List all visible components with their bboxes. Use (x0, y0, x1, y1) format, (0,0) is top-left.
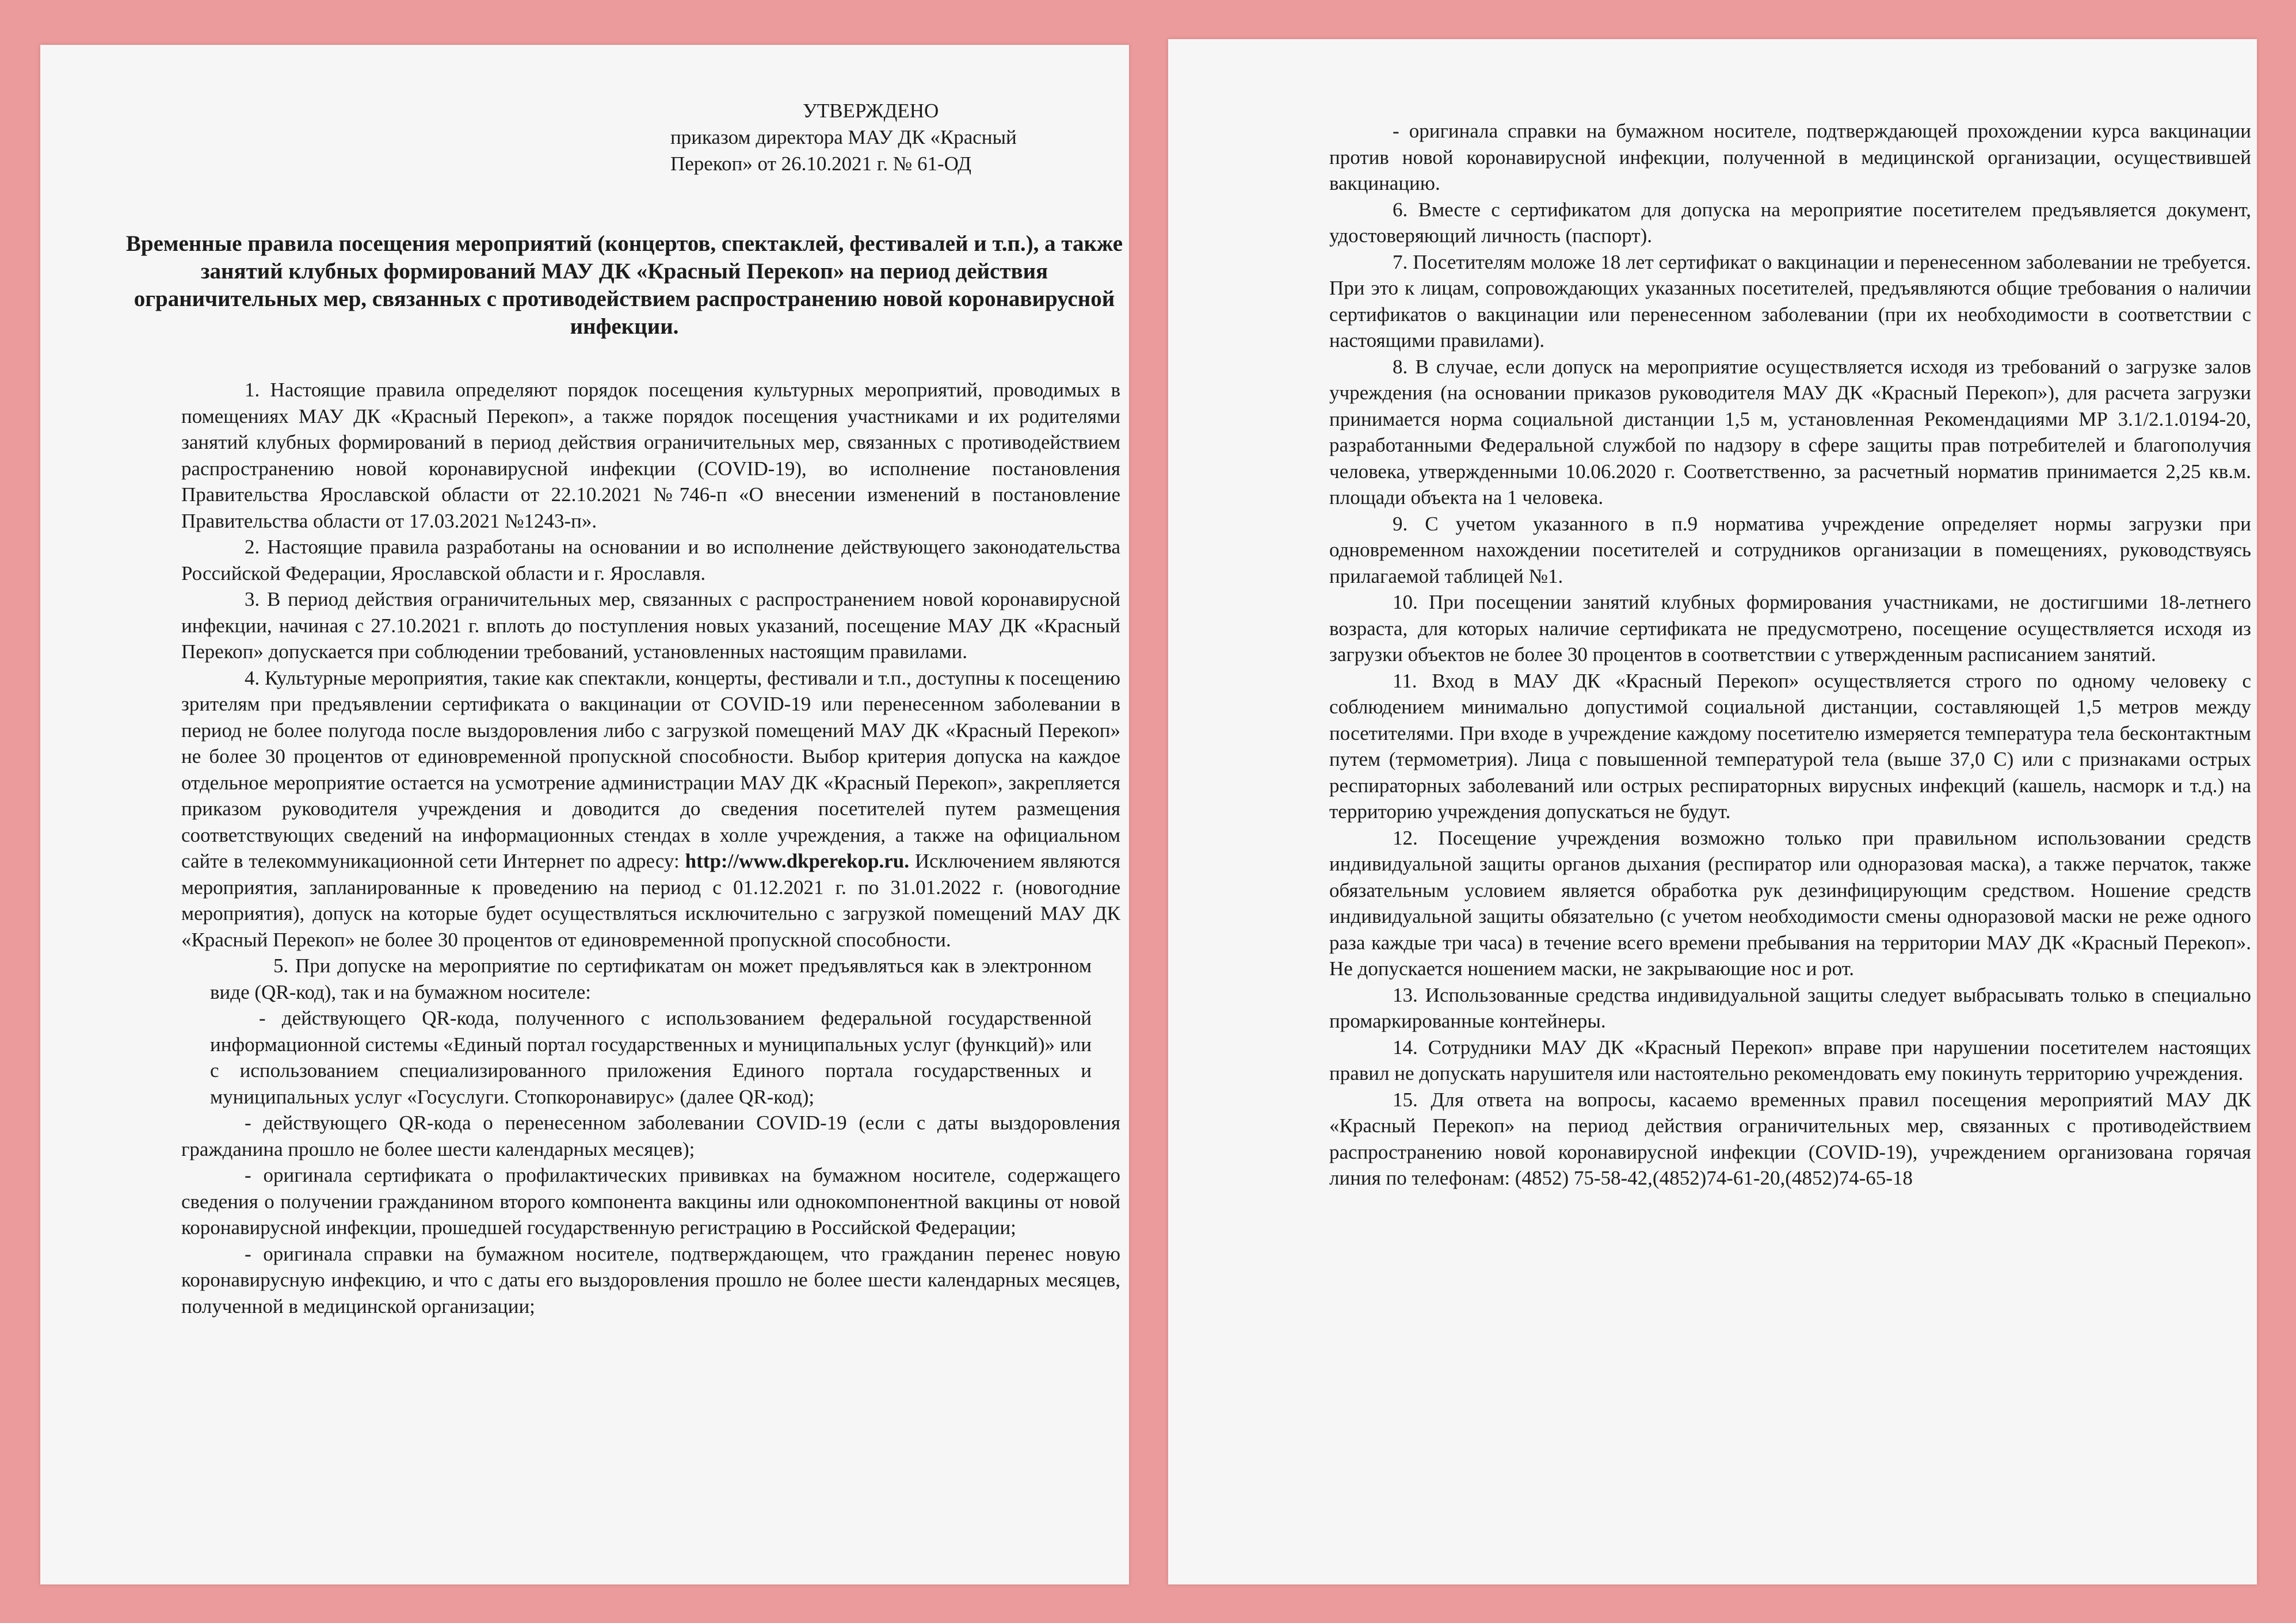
right-page-body (1329, 118, 2251, 1192)
approval-title: УТВЕРЖДЕНО (803, 100, 939, 122)
paragraph-10: 10. При посещении занятий клубных формирования участниками, не достигшими 18-летнего возраста, для которых наличие сертификата не предусмотрено, посещение осуществляется исходя из загрузки объектов не более 30 процентов в соответствии с утвержденным расписанием занятий. (1329, 591, 2251, 666)
paragraph-3: 3. В период действия ограничительных мер, связанных с распространением новой коронавирусной инфекции, начиная с 27.10.2021 г. вплоть до поступления новых указаний, посещение МАУ ДК «Красный Перекоп» допускается при соблюдении требований, установленных настоящим правилами. (181, 588, 1120, 663)
approval-line-1: приказом директора МАУ ДК «Красный (670, 126, 1017, 148)
paragraph-5-item-vaccination-note: - оригинала справки на бумажном носителе, подтверждающей прохождении курса вакцинации против новой коронавирусной инфекции, полученной в медицинской организации, осуществившей вакцинацию. (1329, 120, 2251, 194)
paragraph-2: 2. Настоящие правила разработаны на основании и во исполнение действующего законодательства Российской Федерации, Ярославской области и г. Ярославля. (181, 536, 1120, 585)
paragraph-6: 6. Вместе с сертификатом для допуска на мероприятие посетителем предъявляется документ, удостоверяющий личность (паспорт). (1329, 198, 2251, 247)
paragraph-15: 15. Для ответа на вопросы, касаемо временных правил посещения мероприятий МАУ ДК «Красный Перекоп» на период действия ограничительных мер, связанных с противодействием распространению новой коронавирусной инфекции (COVID-19), учреждением организована горячая линия по телефонам: (4852) 75-58-42,(4852)74-61-20,(4852)74-65-18 (1329, 1088, 2251, 1189)
paragraph-4-text-before: 4. Культурные мероприятия, такие как спектакли, концерты, фестивали и т.п., доступны к посещению зрителям при предъявлении сертификата о вакцинации от COVID-19 или перенесенном заболевании в период не более полугода после выздоровления либо с загрузкой помещений МАУ ДК «Красный Перекоп» не более 30 процентов от единовременной пропускной способности. Выбор критерия допуска на каждое отдельное мероприятие остается на усмотрение администрации МАУ ДК «Красный Перекоп», закрепляется приказом руководителя учреждения и доводится до сведения посетителей путем размещения соответствующих сведений на информационных стендах в холле учреждения, а также на официальном сайте в телекоммуникационной сети Интернет по адресу: (181, 666, 1120, 872)
paragraph-5-item-qr: - действующего QR-кода, полученного с использованием федеральной государственной информационной системы «Единый портал государственных и муниципальных услуг (функций)» или с использованием специализированного приложения Единого портала государственных и муниципальных услуг «Госуслуги. Стопкоронавирус» (далее QR-код); (210, 1007, 1092, 1108)
paragraph-11: 11. Вход в МАУ ДК «Красный Перекоп» осуществляется строго по одному человеку с соблюдением минимально допустимой социальной дистанции, составляющей 1,5 метров между посетителями. При входе в учреждение каждому посетителю измеряется температура тела бесконтактным путем (термометрия). Лица с повышенной температурой тела (выше 37,0 С) или с признаками острых респираторных заболеваний или острых респираторных вирусных инфекций (кашель, насморк и т.д.) на территорию учреждения допускаться не будут. (1329, 669, 2251, 823)
paragraph-5-item-qr-illness: - действующего QR-кода о перенесенном заболевании COVID-19 (если с даты выздоровления гражданина прошло не более шести календарных месяцев); (181, 1112, 1120, 1160)
paragraph-7: 7. Посетителям моложе 18 лет сертификат о вакцинации и перенесенном заболевании не требуется. При это к лицам, сопровождающих указанных посетителей, предъявляются общие требования о наличии сертификатов о вакцинации или перенесенном заболевании (при их необходимости в соответствии с настоящими правилами). (1329, 250, 2251, 352)
paragraph-12: 12. Посещение учреждения возможно только при правильном использовании средств индивидуальной защиты органов дыхания (респиратор или одноразовая маска), а также перчаток, также обязательным условием является обработка рук дезинфицирующим средством. Ношение средств индивидуальной защиты обязательно (с учетом необходимости смены одноразовой маски не реже одного раза каждые три часа) в течение всего времени пребывания на территории МАУ ДК «Красный Перекоп». Не допускается ношением маски, не закрывающие нос и рот. (1329, 826, 2251, 980)
paragraph-5-item-recovery-note: - оригинала справки на бумажном носителе, подтверждающем, что гражданин перенес новую коронавирусную инфекцию, и что с даты его выздоровления прошло не более шести календарных месяцев, полученной в медицинской организации; (181, 1242, 1120, 1318)
approval-stamp (630, 98, 1067, 177)
paragraph-5-intro: 5. При допуске на мероприятие по сертификатам он может предъявляться как в электронном виде (QR-код), так и на бумажном носителе: (210, 954, 1092, 1003)
left-page-body (181, 377, 1120, 1319)
paragraph-14: 14. Сотрудники МАУ ДК «Красный Перекоп» вправе при нарушении посетителем настоящих правил не допускать нарушителя или настоятельно рекомендовать ему покинуть территорию учреждения. (1329, 1036, 2251, 1084)
paragraph-9: 9. С учетом указанного в п.9 норматива учреждение определяет нормы загрузки при одновременном нахождении посетителей и сотрудников организации в помещениях, руководствуясь прилагаемой таблицей №1. (1329, 512, 2251, 587)
paragraph-8: 8. В случае, если допуск на мероприятие осуществляется исходя из требований о загрузке залов учреждения (на основании приказов руководителя МАУ ДК «Красный Перекоп»), для расчета загрузки принимается норма социальной дистанции 1,5 м, установленная Рекомендациями МР 3.1/2.1.0194-20, разработанными Федеральной службой по надзору в сфере защиты прав потребителей и благополучия человека, утвержденными 10.06.2020 г. Соответственно, за расчетный норматив принимается 2,25 кв.м. площади объекта на 1 человека. (1329, 355, 2251, 509)
paragraph-5-item-certificate: - оригинала сертификата о профилактических прививках на бумажном носителе, содержащего сведения о получении гражданином второго компонента вакцины или однокомпонентной вакцины от новой коронавирусной инфекции, прошедшей государственную регистрацию в Российской Федерации; (181, 1164, 1120, 1239)
document-title: Временные правила посещения мероприятий (концертов, спектаклей, фестивалей и т.п.), а также занятий клубных формирований МАУ ДК «Красный Перекоп» на период действия ограничительных мер, связанных с противодействием распространению новой коронавирусной инфекции. (125, 231, 1123, 339)
paragraph-13: 13. Использованные средства индивидуальной защиты следует выбрасывать только в специально промаркированные контейнеры. (1329, 983, 2251, 1032)
paragraph-4-text-after: Исключением являются мероприятия, запланированные к проведению на период с 01.12.2021 г. по 31.01.2022 г. (новогодние мероприятия), допуск на которые будет осуществляться исключительно с загрузкой помещений МАУ ДК «Красный Перекоп» не более 30 процентов от единовременной пропускной способности. (181, 850, 1120, 951)
approval-line-2: Перекоп» от 26.10.2021 г. № 61-ОД (670, 152, 972, 175)
website-link[interactable]: http://www.dkperekop.ru. (685, 850, 909, 872)
paragraph-1: 1. Настоящие правила определяют порядок посещения культурных мероприятий, проводимых в помещениях МАУ ДК «Красный Перекоп», а также порядок посещения участниками и их родителями занятий клубных формирований в период действия ограничительных мер, связанных с противодействием распространению новой коронавирусной инфекции (COVID-19), во исполнение постановления Правительства Ярославской области от 22.10.2021 №746-п «О внесении изменений в постановление Правительства области от 17.03.2021 №1243-п». (181, 379, 1120, 532)
paragraph-4 (181, 665, 1120, 953)
